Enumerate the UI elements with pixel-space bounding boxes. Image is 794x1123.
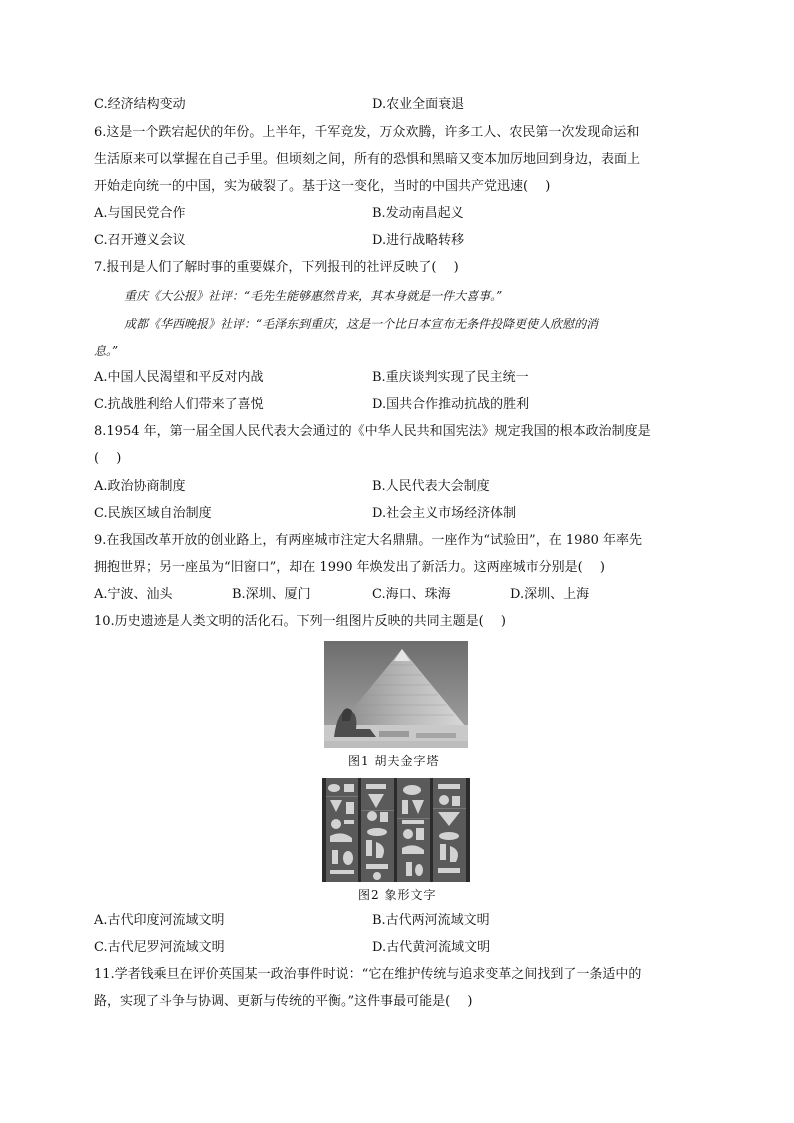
q7-quote-huaxi-line-2: 息。” [94,344,119,358]
pyramid-photo [324,641,468,748]
q11-stem-line-2: 路，实现了斗争与协调、更新与传统的平衡。”这件事最可能是( ) [94,994,473,1009]
q6-stem-line-1: 6.这是一个跌宕起伏的年份。上半年，千军竞发，万众欢腾，许多工人、农民第一次发现命运和 [94,125,640,140]
q10-option-a[interactable]: A.古代印度河流域文明 [94,913,225,928]
q8-stem-line-1: 8.1954 年，第一届全国人民代表大会通过的《中华人民共和国宪法》规定我国的根本政治制度是 [94,424,651,439]
q6-stem-line-3: 开始走向统一的中国，实为破裂了。基于这一变化，当时的中国共产党迅速( ) [94,179,551,194]
q8-option-a[interactable]: A.政治协商制度 [94,479,186,494]
q8-option-d[interactable]: D.社会主义市场经济体制 [372,506,517,521]
q9-option-b[interactable]: B.深圳、厦门 [232,587,311,602]
q7-quote-huaxi-line-1: 成都《华西晚报》社评：“毛泽东到重庆，这是一个比日本宣布无条件投降更使人欣慰的消 [124,317,599,331]
q8-option-b[interactable]: B.人民代表大会制度 [372,479,490,494]
q7-option-d[interactable]: D.国共合作推动抗战的胜利 [372,397,530,412]
q9-stem-line-2: 拥抱世界；另一座虽为“旧窗口”，却在 1990 年焕发出了新活力。这两座城市分别是( ) [94,560,605,575]
q6-option-d[interactable]: D.进行战略转移 [372,233,465,248]
q5-option-c[interactable]: C.经济结构变动 [94,97,186,112]
hieroglyphs-photo [322,778,470,882]
q6-option-b[interactable]: B.发动南昌起义 [372,206,464,221]
q7-option-b[interactable]: B.重庆谈判实现了民主统一 [372,370,529,385]
q8-stem-line-2: ( ) [94,451,122,466]
q9-option-d[interactable]: D.深圳、上海 [510,587,590,602]
q6-option-c[interactable]: C.召开遵义会议 [94,233,186,248]
q7-option-a[interactable]: A.中国人民渴望和平反对内战 [94,370,264,385]
q10-option-c[interactable]: C.古代尼罗河流域文明 [94,940,225,955]
q8-option-c[interactable]: C.民族区域自治制度 [94,506,212,521]
q9-stem-line-1: 9.在我国改革开放的创业路上，有两座城市注定大名鼎鼎。一座作为“试验田”，在 1980 年率先 [94,533,643,548]
q10-stem: 10.历史遗迹是人类文明的活化石。下列一组图片反映的共同主题是( ) [94,614,506,629]
q11-stem-line-1: 11.学者钱乘旦在评价英国某一政治事件时说：“它在维护传统与追求变革之间找到了一条适中的 [94,967,642,982]
q7-quote-dagongbao: 重庆《大公报》社评：“毛先生能够惠然肯来，其本身就是一件大喜事。” [124,289,503,303]
figure-1-caption: 图1 胡夫金字塔 [348,754,440,768]
q9-option-c[interactable]: C.海口、珠海 [372,587,451,602]
q6-stem-line-2: 生活原来可以掌握在自己手里。但顷刻之间，所有的恐惧和黑暗又变本加厉地回到身边，表面上 [94,152,641,167]
q10-option-d[interactable]: D.古代黄河流域文明 [372,940,491,955]
q10-option-b[interactable]: B.古代两河流域文明 [372,913,490,928]
q6-option-a[interactable]: A.与国民党合作 [94,206,186,221]
q7-stem: 7.报刊是人们了解时事的重要媒介，下列报刊的社评反映了( ) [94,260,459,275]
figure-2-caption: 图2 象形文字 [358,888,437,902]
q7-option-c[interactable]: C.抗战胜利给人们带来了喜悦 [94,397,264,412]
q5-option-d[interactable]: D.农业全面衰退 [372,97,465,112]
q9-option-a[interactable]: A.宁波、汕头 [94,587,173,602]
